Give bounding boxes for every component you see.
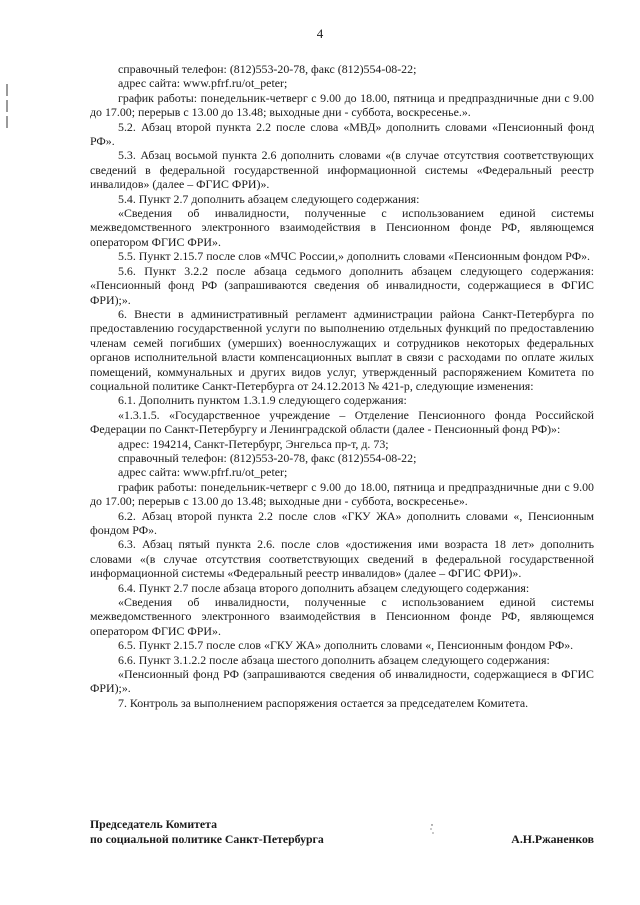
paragraph: 6.3. Абзац пятый пункта 2.6. после слов «достижения ими возраста 18 лет» дополнить словами «(в случае отсутствия соответствующих сведений в федеральной государственной информационной системы «Федеральный реестр инвалидов» (далее – ФГИС ФРИ)». [90, 537, 594, 581]
paragraph: адрес сайта: www.pfrf.ru/ot_peter; [118, 465, 288, 480]
paragraph: 6.1. Дополнить пунктом 1.3.1.9 следующего содержания: [118, 393, 407, 408]
paragraph: адрес: 194214, Санкт-Петербург, Энгельса пр-т, д. 73; [118, 436, 389, 451]
paragraph: «1.3.1.5. «Государственное учреждение – Отделение Пенсионного фонда Российской Федерации по Санкт-Петербургу и Ленинградской области (далее - Пенсионный фонд РФ)»: [90, 407, 594, 437]
document-body [90, 62, 594, 710]
paragraph: 5.6. Пункт 3.2.2 после абзаца седьмого дополнить абзацем следующего содержания: «Пенсионный фонд РФ (запрашиваются сведения об инвалидности, содержащиеся в ФГИС ФРИ);». [90, 263, 594, 307]
paragraph: график работы: понедельник-четверг с 9.00 до 18.00, пятница и предпраздничные дни с 9.00 до 17.00; перерыв с 13.00 до 13.48; выходные дни - суббота, воскресенье». [90, 479, 594, 509]
paragraph: 6.4. Пункт 2.7 после абзаца второго дополнить абзацем следующего содержания: [118, 580, 530, 595]
signatory-title-line2: по социальной политике Санкт-Петербурга [90, 832, 324, 846]
page-number: 4 [316, 26, 324, 41]
signature-mark [428, 823, 436, 835]
paragraph: «Пенсионный фонд РФ (запрашиваются сведения об инвалидности, содержащиеся в ФГИС ФРИ);». [90, 667, 594, 696]
paragraph: адрес сайта: www.pfrf.ru/ot_peter; [118, 76, 288, 91]
margin-mark [6, 116, 8, 128]
paragraph: 6. Внести в административный регламент администрации района Санкт-Петербурга по предоставлению государственной услуги по выполнению отдельных функций по предоставлению членам семей погибших (умерших) военнослужащих и сотрудников некоторых федеральных органов исполнительной власти компенсационных выплат в связи с расходами по оплате жилых помещений, коммунальных и других видов услуг, утвержденный распоряжением Комитета по социальной политике Санкт-Петербурга от 24.12.2013 № 421-р, следующие изменения: [90, 306, 594, 393]
margin-mark [6, 100, 8, 112]
paragraph: «Сведения об инвалидности, полученные с использованием единой системы межведомственного электронного взаимодействия в Пенсионном фонде РФ, являющемся оператором ФГИС ФРИ». [90, 206, 594, 249]
paragraph: 5.4. Пункт 2.7 дополнить абзацем следующего содержания: [118, 191, 420, 206]
signature-block [90, 817, 594, 847]
paragraph: 7. Контроль за выполнением распоряжения остается за председателем Комитета. [118, 695, 529, 710]
paragraph: 6.6. Пункт 3.1.2.2 после абзаца шестого дополнить абзацем следующего содержания: [118, 652, 550, 667]
paragraph: 6.5. Пункт 2.15.7 после слов «ГКУ ЖА» дополнить словами «, Пенсионным фондом РФ». [118, 638, 574, 653]
paragraph: график работы: понедельник-четверг с 9.00 до 18.00, пятница и предпраздничные дни с 9.00 до 17.00; перерыв с 13.00 до 13.48; выходные дни - суббота, воскресенье.». [90, 90, 594, 120]
paragraph: справочный телефон: (812)553-20-78, факс (812)554-08-22; [118, 62, 417, 76]
paragraph: 5.2. Абзац второй пункта 2.2 после слова «МВД» дополнить словами «Пенсионный фонд РФ». [90, 119, 594, 149]
paragraph: 6.2. Абзац второй пункта 2.2 после слов «ГКУ ЖА» дополнить словами «, Пенсионным фондом РФ». [90, 508, 594, 537]
margin-mark [6, 84, 8, 96]
signatory-name: А.Н.Ржаненков [511, 832, 594, 846]
signatory-title-line1: Председатель Комитета [90, 817, 217, 831]
paragraph: 5.5. Пункт 2.15.7 после слов «МЧС России,» дополнить словами «Пенсионным фондом РФ». [118, 249, 591, 264]
paragraph: 5.3. Абзац восьмой пункта 2.6 дополнить словами «(в случае отсутствия соответствующих сведений в федеральной государственной информационной системы «Федеральный реестр инвалидов» (далее – ФГИС ФРИ)». [90, 148, 594, 192]
paragraph: справочный телефон: (812)553-20-78, факс (812)554-08-22; [118, 450, 417, 465]
paragraph: «Сведения об инвалидности, полученные с использованием единой системы межведомственного электронного взаимодействия в Пенсионном фонде РФ, являющемся оператором ФГИС ФРИ». [90, 595, 594, 638]
